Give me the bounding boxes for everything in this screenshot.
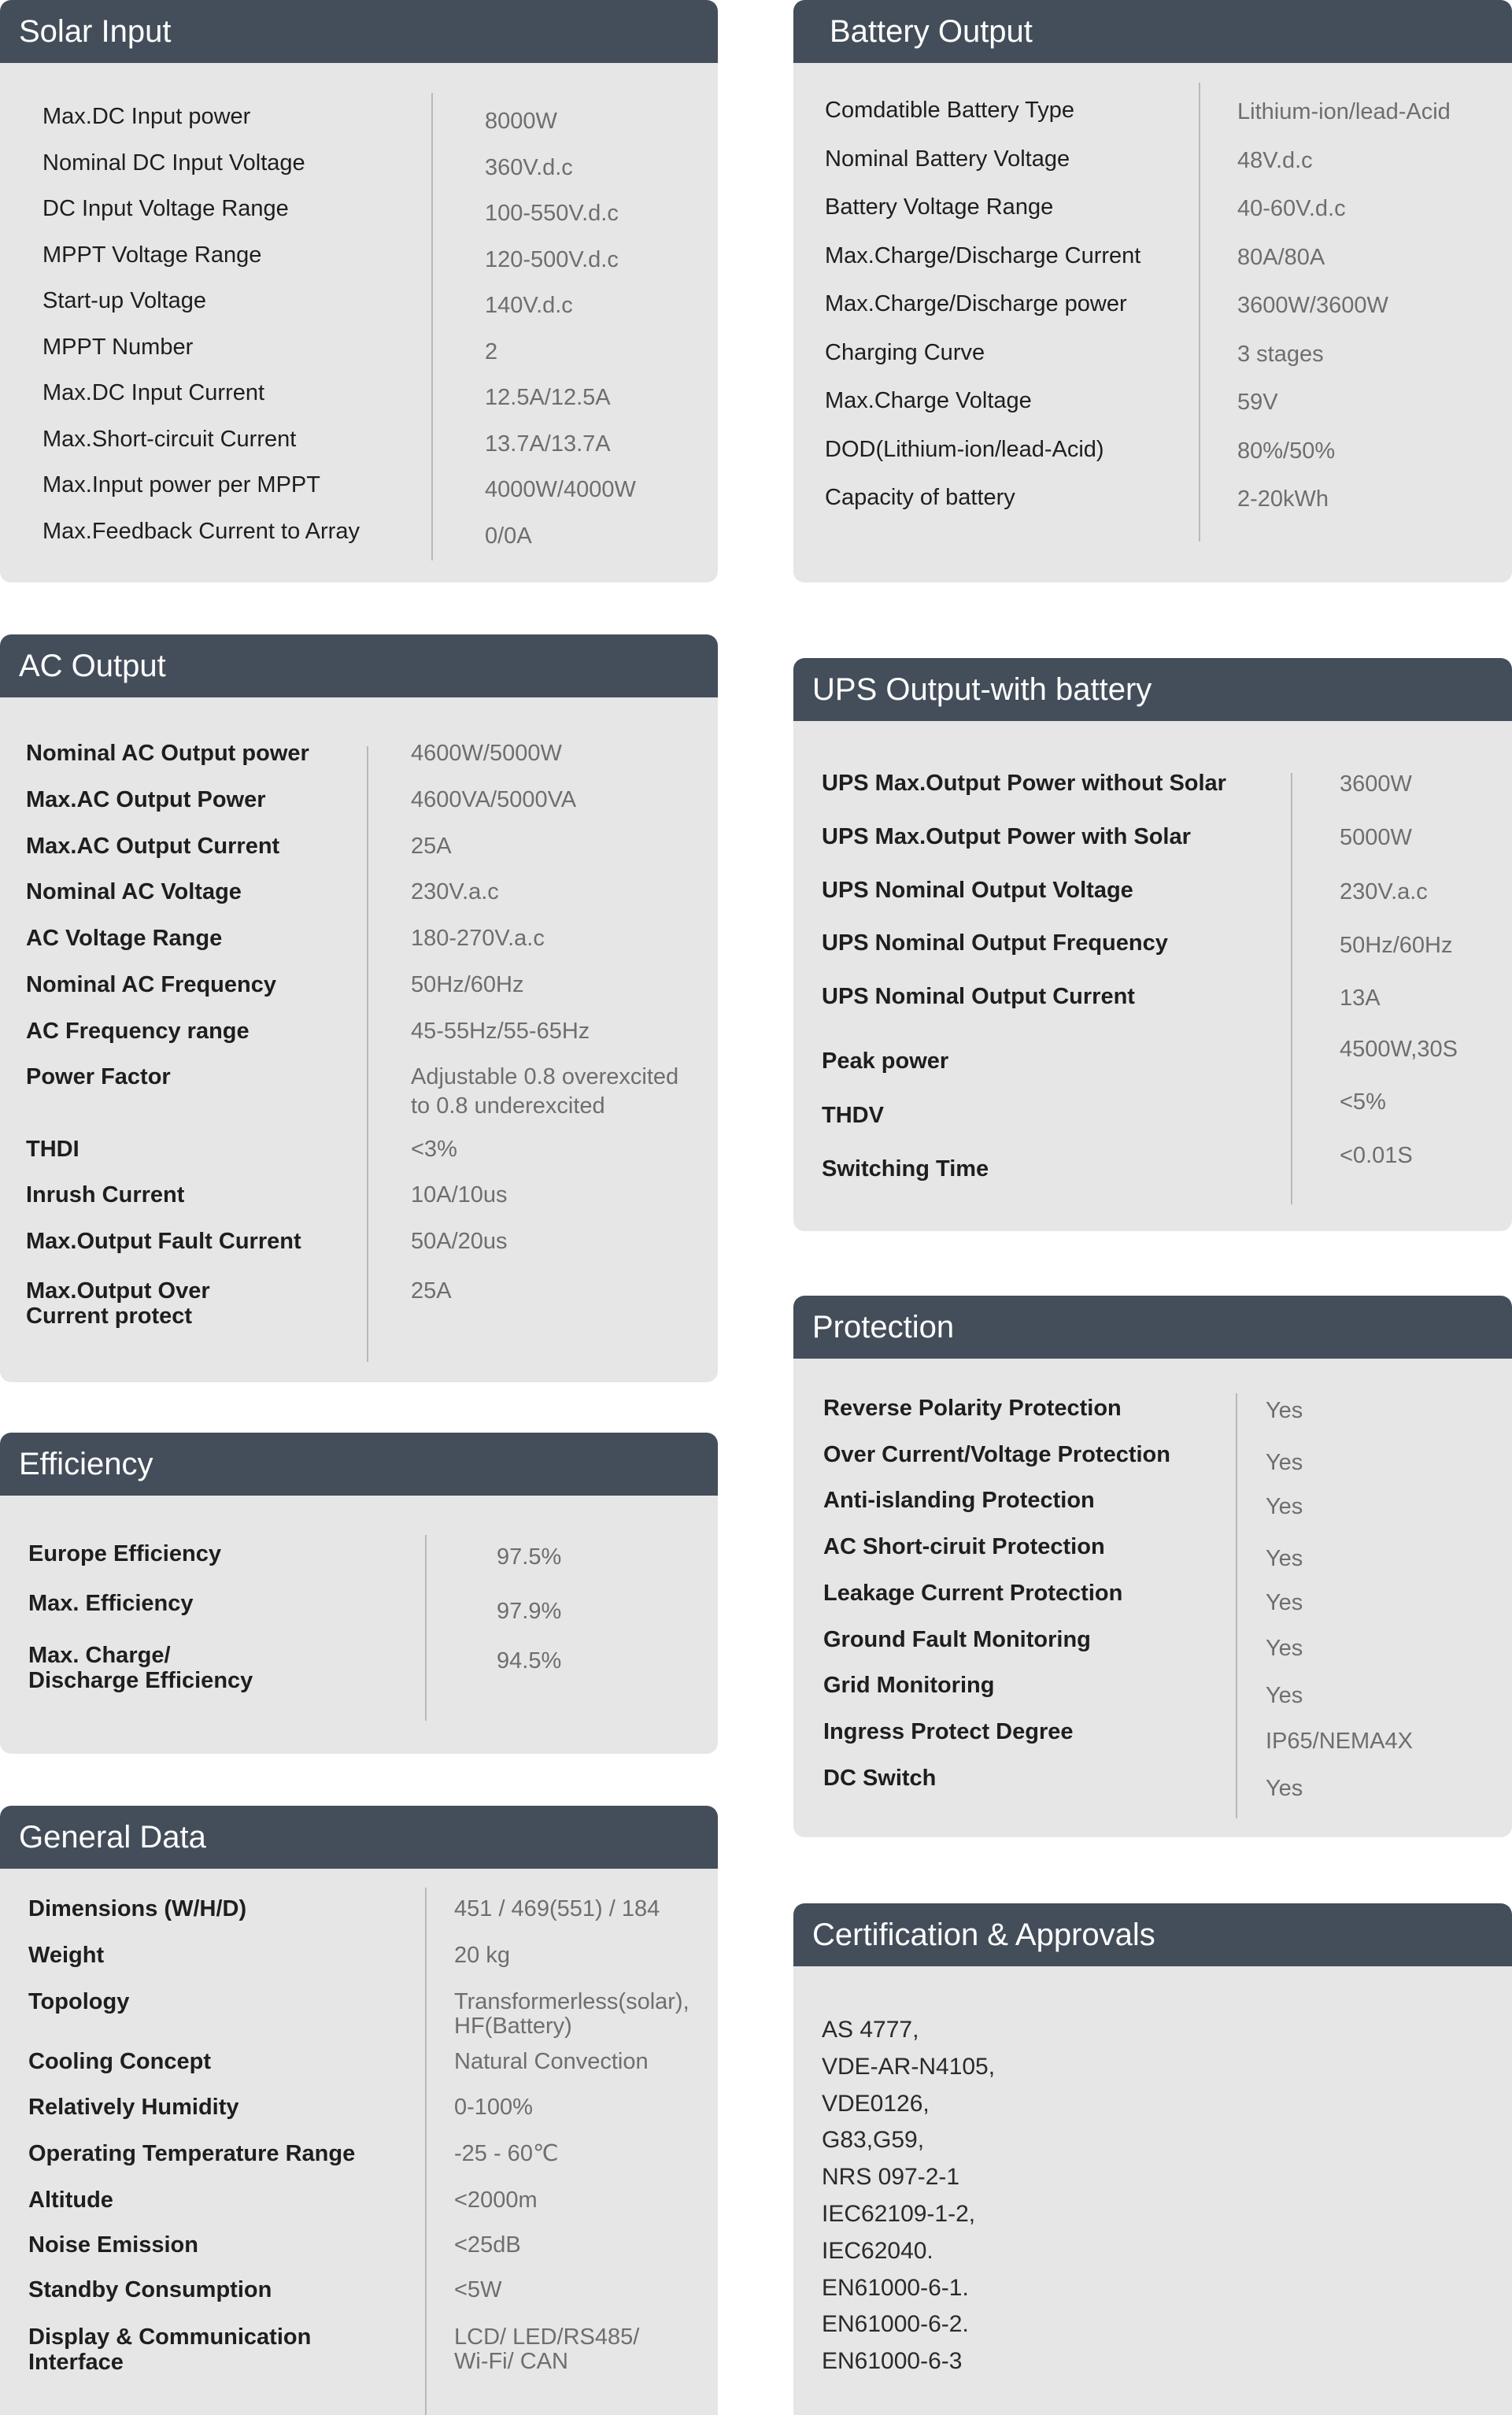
ups-output-value: 3600W xyxy=(1340,771,1412,797)
protection-label: Anti-islanding Protection xyxy=(823,1488,1095,1514)
general-data-value: <5W xyxy=(454,2277,502,2302)
solar-input-value: 13.7A/13.7A xyxy=(485,431,611,457)
ac-output-label: Inrush Current xyxy=(26,1182,185,1208)
ac-output-label: Max.Output Over xyxy=(26,1278,210,1304)
battery-output-value: 2-20kWh xyxy=(1237,486,1329,512)
battery-output-value: 40-60V.d.c xyxy=(1237,196,1346,221)
efficiency-label: Max. Charge/ xyxy=(28,1643,171,1668)
battery-output-panel xyxy=(793,0,1512,582)
protection-label: DC Switch xyxy=(823,1765,937,1791)
general-data-label: Standby Consumption xyxy=(28,2277,272,2302)
general-data-label: Display & Communication xyxy=(28,2324,312,2350)
protection-label: Over Current/Voltage Protection xyxy=(823,1441,1170,1467)
solar-input-label: MPPT Voltage Range xyxy=(43,242,262,268)
certification-item: G83,G59, xyxy=(822,2127,925,2154)
ups-output-title: UPS Output-with battery xyxy=(793,658,1512,721)
protection-value: Yes xyxy=(1266,1398,1303,1423)
protection-panel xyxy=(793,1296,1512,1837)
ac-output-value: 180-270V.a.c xyxy=(411,926,545,951)
general-data-panel xyxy=(0,1806,718,2415)
general-data-value: <25dB xyxy=(454,2232,521,2258)
solar-input-panel xyxy=(0,0,718,582)
ac-output-label: Nominal AC Frequency xyxy=(26,972,276,997)
general-data-value-line2: Wi-Fi/ CAN xyxy=(454,2349,568,2374)
efficiency-title: Efficiency xyxy=(0,1433,718,1496)
protection-label: AC Short-ciruit Protection xyxy=(823,1534,1105,1560)
certification-item: AS 4777, xyxy=(822,2017,919,2043)
battery-output-value: 80A/80A xyxy=(1237,244,1325,270)
solar-input-value: 120-500V.d.c xyxy=(485,246,619,272)
battery-output-label: Comdatible Battery Type xyxy=(825,98,1075,123)
ac-output-value: 45-55Hz/55-65Hz xyxy=(411,1019,590,1044)
general-data-value: 20 kg xyxy=(454,1943,510,1968)
solar-input-label: DC Input Voltage Range xyxy=(43,196,289,221)
solar-input-label: MPPT Number xyxy=(43,334,194,360)
battery-output-value: 48V.d.c xyxy=(1237,147,1313,173)
ac-output-value: 50Hz/60Hz xyxy=(411,972,524,997)
battery-output-label: Capacity of battery xyxy=(825,485,1015,510)
ac-output-value: 230V.a.c xyxy=(411,879,499,904)
ups-output-label: UPS Nominal Output Current xyxy=(822,984,1135,1009)
battery-output-value: 59V xyxy=(1237,390,1278,415)
protection-title: Protection xyxy=(793,1296,1512,1359)
certification-item: IEC62109-1-2, xyxy=(822,2201,976,2227)
ups-output-label: UPS Max.Output Power with Solar xyxy=(822,824,1191,849)
solar-input-label: Max.Input power per MPPT xyxy=(43,472,320,497)
ac-output-value: Adjustable 0.8 overexcited xyxy=(411,1064,679,1089)
ac-output-label: AC Voltage Range xyxy=(26,926,223,951)
solar-input-divider xyxy=(431,93,433,560)
efficiency-label-line2: Discharge Efficiency xyxy=(28,1668,253,1693)
general-data-label-line2: Interface xyxy=(28,2350,124,2375)
protection-label: Grid Monitoring xyxy=(823,1673,995,1699)
general-data-label: Cooling Concept xyxy=(28,2049,211,2074)
solar-input-value: 12.5A/12.5A xyxy=(485,385,611,410)
protection-value: IP65/NEMA4X xyxy=(1266,1729,1413,1754)
ac-output-label: Max.AC Output Power xyxy=(26,787,266,812)
general-data-label: Dimensions (W/H/D) xyxy=(28,1896,247,1921)
general-data-value: <2000m xyxy=(454,2188,538,2213)
ac-output-value: 50A/20us xyxy=(411,1229,508,1254)
general-data-value: LCD/ LED/RS485/ xyxy=(454,2324,640,2350)
protection-label: Ingress Protect Degree xyxy=(823,1718,1074,1744)
general-data-label: Operating Temperature Range xyxy=(28,2141,356,2166)
ac-output-value: 4600VA/5000VA xyxy=(411,787,577,812)
certification-item: VDE0126, xyxy=(822,2090,930,2117)
protection-value: Yes xyxy=(1266,1590,1303,1615)
ac-output-value: 25A xyxy=(411,834,452,859)
solar-input-value: 0/0A xyxy=(485,523,532,549)
protection-value: Yes xyxy=(1266,1450,1303,1475)
ups-output-label: Switching Time xyxy=(822,1156,989,1182)
protection-value: Yes xyxy=(1266,1546,1303,1571)
certification-item: NRS 097-2-1 xyxy=(822,2164,960,2191)
battery-output-label: Max.Charge Voltage xyxy=(825,388,1032,413)
ups-output-label: UPS Nominal Output Frequency xyxy=(822,930,1168,956)
ac-output-label: Max.AC Output Current xyxy=(26,834,280,859)
efficiency-value: 97.5% xyxy=(497,1544,562,1570)
ac-output-divider xyxy=(367,746,368,1362)
efficiency-value: 97.9% xyxy=(497,1599,562,1624)
ac-output-value: 10A/10us xyxy=(411,1182,508,1208)
certification-item: VDE-AR-N4105, xyxy=(822,2053,996,2080)
ups-output-value: <0.01S xyxy=(1340,1143,1413,1168)
solar-input-label: Max.DC Input power xyxy=(43,104,251,129)
solar-input-value: 8000W xyxy=(485,109,557,134)
certification-title: Certification & Approvals xyxy=(793,1903,1512,1966)
battery-output-value: 3 stages xyxy=(1237,341,1324,367)
battery-output-label: Max.Charge/Discharge Current xyxy=(825,242,1141,268)
solar-input-label: Max.Short-circuit Current xyxy=(43,426,297,452)
protection-label: Ground Fault Monitoring xyxy=(823,1626,1091,1652)
ac-output-label: Power Factor xyxy=(26,1064,171,1089)
battery-output-label: Max.Charge/Discharge power xyxy=(825,291,1127,316)
ups-output-label: Peak power xyxy=(822,1048,949,1074)
general-data-title: General Data xyxy=(0,1806,718,1869)
solar-input-value: 4000W/4000W xyxy=(485,477,636,502)
battery-output-divider xyxy=(1199,83,1200,542)
protection-value: Yes xyxy=(1266,1776,1303,1801)
general-data-label: Noise Emission xyxy=(28,2232,198,2258)
ups-output-panel xyxy=(793,658,1512,1231)
general-data-value: 0-100% xyxy=(454,2095,533,2120)
certification-item: EN61000-6-1. xyxy=(822,2274,969,2301)
ac-output-value: <3% xyxy=(411,1137,457,1162)
ups-output-label: THDV xyxy=(822,1103,884,1128)
battery-output-label: DOD(Lithium-ion/lead-Acid) xyxy=(825,436,1104,462)
battery-output-label: Charging Curve xyxy=(825,339,985,365)
protection-label: Leakage Current Protection xyxy=(823,1580,1123,1606)
certification-panel xyxy=(793,1903,1512,2415)
protection-value: Yes xyxy=(1266,1636,1303,1661)
ac-output-label: THDI xyxy=(26,1137,79,1162)
general-data-label: Weight xyxy=(28,1943,105,1968)
ac-output-value: 25A xyxy=(411,1278,452,1304)
battery-output-value: Lithium-ion/lead-Acid xyxy=(1237,99,1451,124)
general-data-label: Altitude xyxy=(28,2188,113,2213)
general-data-value: Transformerless(solar), xyxy=(454,1989,689,2014)
ac-output-label: Nominal AC Output power xyxy=(26,741,309,766)
general-data-value: Natural Convection xyxy=(454,2049,649,2074)
efficiency-label: Max. Efficiency xyxy=(28,1591,194,1616)
efficiency-divider xyxy=(425,1535,427,1721)
general-data-value: 451 / 469(551) / 184 xyxy=(454,1896,660,1921)
solar-input-label: Max.DC Input Current xyxy=(43,380,265,405)
protection-divider xyxy=(1236,1393,1237,1818)
ac-output-panel xyxy=(0,634,718,1382)
general-data-label: Relatively Humidity xyxy=(28,2095,239,2120)
protection-label: Reverse Polarity Protection xyxy=(823,1396,1122,1421)
general-data-divider xyxy=(425,1888,427,2415)
ac-output-label: AC Frequency range xyxy=(26,1019,250,1044)
general-data-value-line2: HF(Battery) xyxy=(454,2014,572,2039)
ups-output-value: 13A xyxy=(1340,986,1381,1011)
ac-output-value: 4600W/5000W xyxy=(411,741,562,766)
ac-output-title: AC Output xyxy=(0,634,718,697)
solar-input-label: Start-up Voltage xyxy=(43,288,206,313)
protection-value: Yes xyxy=(1266,1683,1303,1708)
efficiency-panel xyxy=(0,1433,718,1754)
battery-output-title: Battery Output xyxy=(793,0,1512,63)
certification-item: EN61000-6-3 xyxy=(822,2348,963,2375)
ups-output-divider xyxy=(1291,773,1292,1204)
ups-output-value: 230V.a.c xyxy=(1340,879,1428,904)
solar-input-label: Max.Feedback Current to Array xyxy=(43,518,360,544)
solar-input-label: Nominal DC Input Voltage xyxy=(43,150,305,176)
battery-output-value: 80%/50% xyxy=(1237,438,1336,464)
battery-output-value: 3600W/3600W xyxy=(1237,293,1388,318)
solar-input-value: 100-550V.d.c xyxy=(485,201,619,226)
solar-input-value: 140V.d.c xyxy=(485,293,573,318)
certification-item: EN61000-6-2. xyxy=(822,2311,969,2338)
general-data-value: -25 - 60℃ xyxy=(454,2141,559,2166)
solar-input-title: Solar Input xyxy=(0,0,718,63)
solar-input-value: 2 xyxy=(485,338,498,364)
solar-input-value: 360V.d.c xyxy=(485,154,573,180)
ups-output-value: <5% xyxy=(1340,1089,1386,1115)
ac-output-value-line2: to 0.8 underexcited xyxy=(411,1093,605,1119)
ups-output-value: 5000W xyxy=(1340,825,1412,850)
ac-output-label: Nominal AC Voltage xyxy=(26,879,242,904)
general-data-label: Topology xyxy=(28,1989,130,2014)
battery-output-label: Nominal Battery Voltage xyxy=(825,146,1070,172)
efficiency-value: 94.5% xyxy=(497,1648,562,1673)
ups-output-value: 50Hz/60Hz xyxy=(1340,933,1453,958)
ac-output-label-line2: Current protect xyxy=(26,1304,193,1329)
ups-output-label: UPS Nominal Output Voltage xyxy=(822,878,1133,903)
ups-output-label: UPS Max.Output Power without Solar xyxy=(822,771,1226,796)
protection-value: Yes xyxy=(1266,1494,1303,1519)
battery-output-label: Battery Voltage Range xyxy=(825,194,1054,220)
ac-output-label: Max.Output Fault Current xyxy=(26,1229,301,1254)
efficiency-label: Europe Efficiency xyxy=(28,1541,221,1566)
certification-item: IEC62040. xyxy=(822,2237,933,2264)
ups-output-value: 4500W,30S xyxy=(1340,1037,1458,1062)
